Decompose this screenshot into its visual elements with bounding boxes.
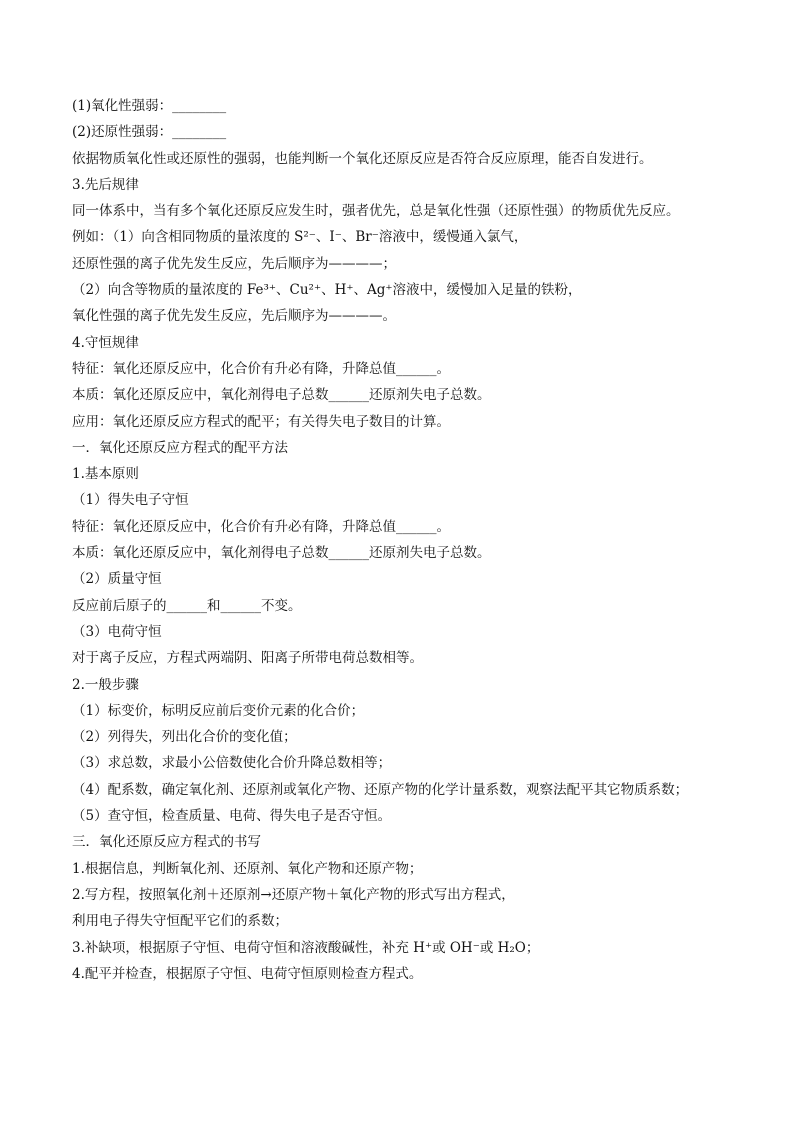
text-line-19: （2）质量守恒 [72,571,162,588]
text-line-21: （3）电荷守恒 [72,623,162,640]
text-line-32: 利用电子得失守恒配平它们的系数； [72,913,288,930]
text-line-13: 应用：氧化还原反应方程式的配平；有关得失电子数目的计算。 [72,413,450,430]
text-line-25: （2）列得失，列出化合价的变化值； [72,729,297,746]
text-line-34: 4.配平并检查，根据原子守恒、电荷守恒原则检查方程式。 [72,965,423,982]
text-line-30: 1.根据信息，判断氧化剂、还原剂、氧化产物和还原产物； [72,860,423,877]
document-body [72,93,732,987]
section-heading-3: 3.先后规律 [72,176,139,193]
subheading-general-steps: 2.一般步骤 [72,676,139,693]
text-line-5: 同一体系中，当有多个氧化还原反应发生时，强者优先，总是氧化性强（还原性强）的物质优先反应。 [72,203,680,220]
text-line-20: 反应前后原子的______和______不变。 [72,597,302,614]
text-line-12: 本质：氧化还原反应中，氧化剂得电子总数______还原剂失电子总数。 [72,387,491,404]
text-line-16: （1）得失电子守恒 [72,492,189,509]
text-line-33: 3.补缺项，根据原子守恒、电荷守恒和溶液酸碱性，补充 H⁺或 OH⁻或 H₂O； [72,939,540,956]
text-line-3: 依据物质氧化性或还原性的强弱，也能判断一个氧化还原反应是否符合反应原理，能否自发进行。 [72,150,653,167]
text-line-2: (2)还原性强弱：________ [72,124,227,141]
text-line-8: （2）向含等物质的量浓度的 Fe³⁺、Cu²⁺、H⁺、Ag⁺溶液中，缓慢加入足量的铁粉， [72,282,582,299]
text-line-28: （5）查守恒，检查质量、电荷、得失电子是否守恒。 [72,808,392,825]
text-line-1: (1)氧化性强弱：________ [72,98,227,114]
chapter-heading-balancing: 一．氧化还原反应方程式的配平方法 [72,439,288,456]
text-line-24: （1）标变价，标明反应前后变价元素的化合价； [72,702,365,719]
text-line-26: （3）求总数，求最小公倍数使化合价升降总数相等； [72,755,392,772]
text-line-11: 特征：氧化还原反应中，化合价有升必有降，升降总值______。 [72,360,450,377]
text-line-27: （4）配系数，确定氧化剂、还原剂或氧化产物、还原产物的化学计量系数，观察法配平其它物质系数； [72,781,689,798]
text-line-9: 氧化性强的离子优先发生反应，先后顺序为————。 [72,308,396,325]
text-line-6: 例如：（1）向含相同物质的量浓度的 S²⁻、I⁻、Br⁻溶液中，缓慢通入氯气， [72,229,528,246]
text-line-18: 本质：氧化还原反应中，氧化剂得电子总数______还原剂失电子总数。 [72,545,491,562]
text-line-22: 对于离子反应，方程式两端阴、阳离子所带电荷总数相等。 [72,650,423,667]
section-heading-4: 4.守恒规律 [72,334,139,351]
subheading-basic-principles: 1.基本原则 [72,466,139,483]
text-line-7: 还原性强的离子优先发生反应，先后顺序为————； [72,255,396,272]
text-line-31: 2.写方程，按照氧化剂＋还原剂→还原产物＋氧化产物的形式写出方程式， [72,886,515,903]
chapter-heading-writing: 三．氧化还原反应方程式的书写 [72,834,261,851]
text-line-17: 特征：氧化还原反应中，化合价有升必有降，升降总值______。 [72,518,450,535]
